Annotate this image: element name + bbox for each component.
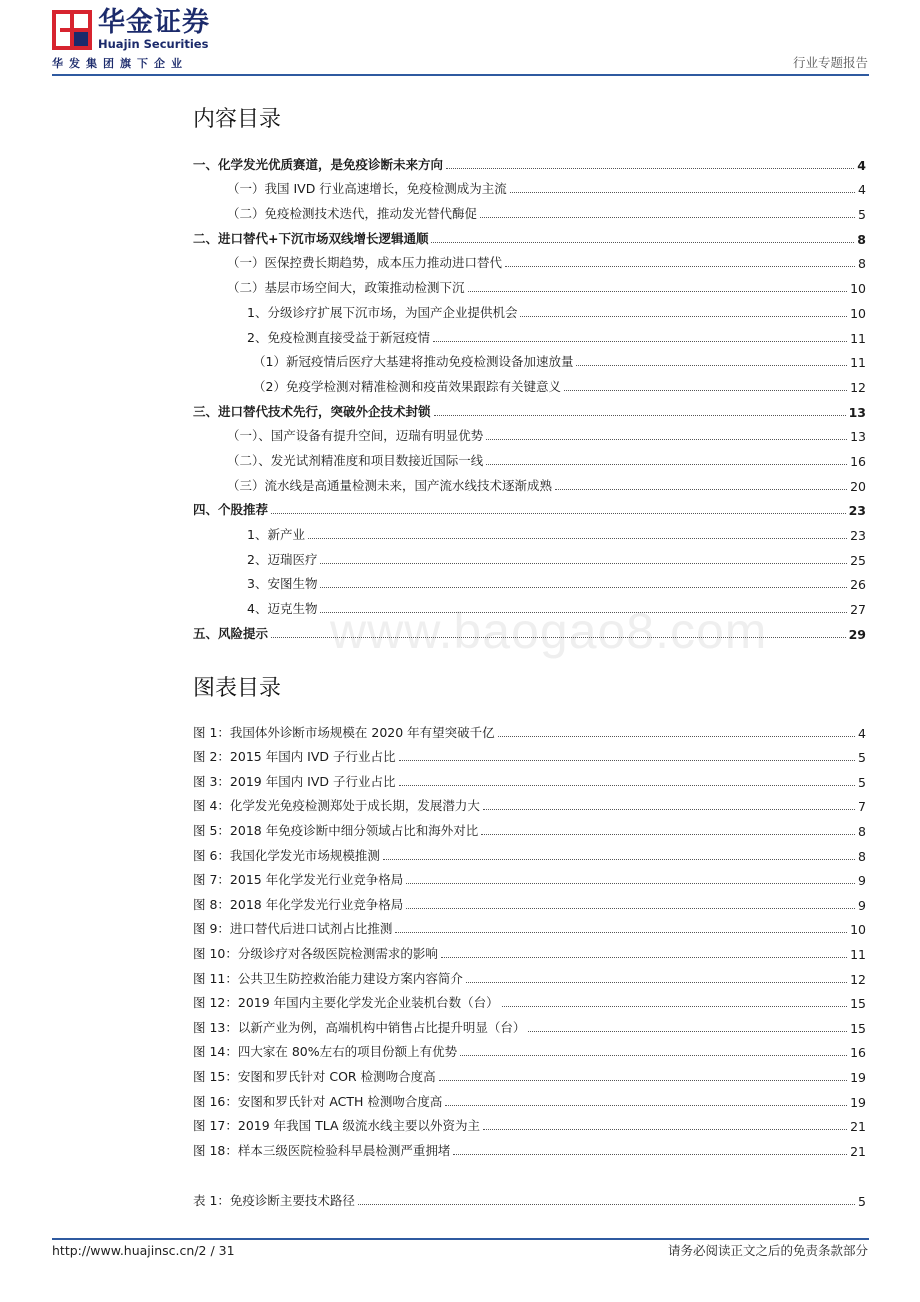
- dot-leader: [320, 611, 847, 613]
- list-entry[interactable]: [193, 1036, 866, 1061]
- toc-entry[interactable]: [193, 444, 866, 469]
- entry-page-number: 29: [848, 626, 866, 642]
- entry-text: （一）我国 IVD 行业高速增长，免疫检测成为主流: [227, 181, 507, 197]
- toc-entry[interactable]: [193, 494, 866, 519]
- entry-text: （1）新冠疫情后医疗大基建将推动免疫检测设备加速放量: [253, 354, 574, 370]
- entry-page-number: 4: [858, 182, 866, 198]
- dot-leader: [466, 981, 847, 983]
- toc-title: 内容目录: [193, 107, 282, 132]
- entry-text: 1、分级诊疗扩展下沉市场，为国产企业提供机会: [247, 304, 518, 320]
- page-header: [0, 0, 920, 80]
- huajin-logo-icon: [52, 10, 92, 50]
- entry-text: 图 7：2015 年化学发光行业竞争格局: [193, 872, 404, 888]
- entry-page-number: 4: [858, 725, 866, 741]
- entry-page-number: 8: [858, 256, 866, 272]
- dot-leader: [453, 1153, 847, 1155]
- dot-leader: [576, 364, 847, 366]
- entry-text: 图 10：分级诊疗对各级医院检测需求的影响: [193, 945, 438, 961]
- dot-leader: [406, 882, 855, 884]
- entry-text: （2）免疫学检测对精准检测和疫苗效果跟踪有关键意义: [253, 378, 561, 394]
- entry-page-number: 15: [850, 996, 866, 1012]
- list-entry[interactable]: [193, 741, 866, 766]
- toc-entry[interactable]: [193, 420, 866, 445]
- dot-leader: [486, 463, 847, 465]
- entry-text: 3、安图生物: [247, 576, 318, 592]
- company-name-en: Huajin Securities: [98, 37, 209, 51]
- toc-entry[interactable]: [193, 543, 866, 568]
- list-entry[interactable]: [193, 888, 866, 913]
- entry-text: 图 12：2019 年国内主要化学发光企业装机台数（台）: [193, 995, 499, 1011]
- toc-entry[interactable]: [193, 271, 866, 296]
- dot-leader: [320, 562, 847, 564]
- toc-entry[interactable]: [193, 222, 866, 247]
- dot-leader: [395, 931, 847, 933]
- company-name-cn: 华金证券: [98, 7, 210, 38]
- entry-page-number: 27: [850, 602, 866, 618]
- list-entry[interactable]: [193, 1011, 866, 1036]
- dot-leader: [406, 907, 855, 909]
- dot-leader: [502, 1005, 847, 1007]
- entry-page-number: 21: [850, 1119, 866, 1135]
- toc-entry[interactable]: [193, 370, 866, 395]
- entry-text: 2、免疫检测直接受益于新冠疫情: [247, 329, 430, 345]
- footer-disclaimer: 请务必阅读正文之后的免责条款部分: [667, 1243, 868, 1258]
- dot-leader: [483, 808, 855, 810]
- toc-entry[interactable]: [193, 518, 866, 543]
- toc-entry[interactable]: [193, 173, 866, 198]
- dot-leader: [468, 290, 848, 292]
- list-entry[interactable]: [193, 1134, 866, 1159]
- toc-entry[interactable]: [193, 197, 866, 222]
- toc-entry[interactable]: [193, 617, 866, 642]
- entry-text: 图 11：公共卫生防控救治能力建设方案内容简介: [193, 970, 463, 986]
- list-entry[interactable]: [193, 864, 866, 889]
- entry-page-number: 19: [850, 1069, 866, 1085]
- list-entry[interactable]: [193, 1110, 866, 1135]
- entry-page-number: 8: [858, 848, 866, 864]
- entry-text: 1、新产业: [247, 527, 305, 542]
- entry-page-number: 23: [850, 528, 866, 543]
- header-divider: [52, 74, 869, 76]
- entry-page-number: 9: [858, 897, 866, 913]
- entry-page-number: 16: [850, 453, 866, 469]
- toc-entry[interactable]: [193, 321, 866, 346]
- list-entry[interactable]: [193, 814, 866, 839]
- dot-leader: [383, 858, 855, 860]
- entry-text: 图 2：2015 年国内 IVD 子行业占比: [193, 749, 396, 765]
- dot-leader: [320, 586, 847, 588]
- entry-page-number: 5: [858, 750, 866, 766]
- entry-page-number: 9: [858, 873, 866, 889]
- figures-title: 图表目录: [193, 676, 282, 701]
- entry-page-number: 12: [850, 971, 866, 987]
- entry-page-number: 13: [848, 404, 866, 420]
- dot-leader: [483, 1128, 847, 1130]
- entry-text: 2、迈瑞医疗: [247, 551, 318, 567]
- entry-text: （一）医保控费长期趋势，成本压力推动进口替代: [227, 255, 503, 271]
- dot-leader: [431, 241, 854, 243]
- dot-leader: [358, 1203, 855, 1205]
- entry-text: 图 3：2019 年国内 IVD 子行业占比: [193, 773, 396, 789]
- group-tagline: 华发集团旗下企业: [52, 57, 188, 70]
- list-entry[interactable]: [193, 913, 866, 938]
- dot-leader: [498, 735, 855, 737]
- table-list: [193, 1184, 866, 1209]
- dot-leader: [555, 488, 847, 490]
- entry-page-number: 5: [858, 1193, 866, 1209]
- toc-entry[interactable]: [193, 148, 866, 173]
- entry-text: 图 13：以新产业为例，高端机构中销售占比提升明显（台）: [193, 1019, 526, 1035]
- entry-text: 图 9：进口替代后进口试剂占比推测: [193, 921, 393, 937]
- entry-page-number: 15: [850, 1020, 866, 1036]
- list-entry[interactable]: [193, 1085, 866, 1110]
- toc-entry[interactable]: [193, 395, 866, 420]
- entry-text: 三、进口替代技术先行，突破外企技术封锁: [193, 403, 431, 419]
- dot-leader: [399, 759, 855, 761]
- dot-leader: [399, 784, 855, 786]
- toc-entry[interactable]: [193, 346, 866, 371]
- footer-divider: [52, 1238, 869, 1240]
- entry-text: 五、风险提示: [193, 625, 269, 641]
- dot-leader: [460, 1054, 847, 1056]
- toc-list: [193, 148, 866, 642]
- entry-page-number: 13: [850, 429, 866, 445]
- toc-entry[interactable]: [193, 592, 866, 617]
- entry-page-number: 16: [850, 1045, 866, 1061]
- toc-entry[interactable]: [193, 568, 866, 593]
- list-entry[interactable]: [193, 937, 866, 962]
- entry-page-number: 10: [850, 305, 866, 321]
- entry-text: 图 6：我国化学发光市场规模推测: [193, 847, 380, 863]
- dot-leader: [486, 438, 847, 440]
- dot-leader: [510, 191, 855, 193]
- footer-url-page[interactable]: http://www.huajinsc.cn/2 / 31: [52, 1243, 235, 1258]
- entry-text: 图 16：安图和罗氏针对 ACTH 检测吻合度高: [193, 1093, 443, 1109]
- dot-leader: [308, 537, 847, 539]
- entry-text: 图 17：2019 年我国 TLA 级流水线主要以外资为主: [193, 1118, 481, 1134]
- entry-page-number: 20: [850, 478, 866, 494]
- entry-page-number: 10: [850, 281, 866, 297]
- dot-leader: [564, 389, 847, 391]
- dot-leader: [520, 315, 847, 317]
- entry-text: （二）、发光试剂精准度和项目数接近国际一线: [227, 452, 484, 468]
- dot-leader: [505, 265, 855, 267]
- figure-list: [193, 716, 866, 1159]
- list-entry[interactable]: [193, 839, 866, 864]
- entry-text: 一、化学发光优质赛道，是免疫诊断未来方向: [193, 156, 444, 172]
- dot-leader: [480, 216, 855, 218]
- dot-leader: [439, 1079, 848, 1081]
- entry-page-number: 8: [857, 231, 866, 247]
- entry-page-number: 5: [858, 774, 866, 790]
- entry-page-number: 21: [850, 1143, 866, 1159]
- entry-text: 图 4：化学发光免疫检测郑处于成长期，发展潜力大: [193, 798, 480, 814]
- entry-page-number: 12: [850, 379, 866, 395]
- toc-entry[interactable]: [193, 247, 866, 272]
- dot-leader: [481, 833, 855, 835]
- entry-page-number: 26: [850, 577, 866, 593]
- dot-leader: [528, 1030, 847, 1032]
- dot-leader: [434, 414, 846, 416]
- list-entry[interactable]: [193, 987, 866, 1012]
- entry-text: 表 1：免疫诊断主要技术路径: [193, 1192, 355, 1208]
- entry-page-number: 23: [848, 503, 866, 519]
- report-type: 行业专题报告: [792, 55, 868, 70]
- dot-leader: [433, 340, 847, 342]
- entry-text: 图 14：四大家在 80%左右的项目份额上有优势: [193, 1044, 458, 1060]
- list-entry[interactable]: [193, 962, 866, 987]
- entry-text: 4、迈克生物: [247, 601, 318, 617]
- entry-text: 四、个股推荐: [193, 502, 269, 518]
- entry-text: 图 1：我国体外诊断市场规模在 2020 年有望突破千亿: [193, 724, 495, 740]
- dot-leader: [441, 956, 847, 958]
- dot-leader: [445, 1104, 847, 1106]
- entry-text: （一）、国产设备有提升空间，迈瑞有明显优势: [227, 428, 484, 444]
- list-entry[interactable]: [193, 765, 866, 790]
- entry-text: （二）基层市场空间大，政策推动检测下沉: [227, 280, 465, 296]
- list-entry[interactable]: [193, 716, 866, 741]
- list-entry[interactable]: [193, 790, 866, 815]
- dot-leader: [446, 167, 854, 169]
- entry-page-number: 25: [850, 552, 866, 568]
- list-entry[interactable]: [193, 1184, 866, 1209]
- watermark: www.baogao8.com: [330, 603, 768, 659]
- entry-text: 图 18：样本三级医院检验科早晨检测严重拥堵: [193, 1142, 451, 1158]
- entry-text: （三）流水线是高通量检测未来，国产流水线技术逐渐成熟: [227, 477, 553, 493]
- list-entry[interactable]: [193, 1060, 866, 1085]
- entry-page-number: 4: [857, 157, 866, 173]
- dot-leader: [271, 636, 846, 638]
- entry-page-number: 5: [858, 207, 866, 223]
- toc-entry[interactable]: [193, 296, 866, 321]
- entry-text: 二、进口替代+下沉市场双线增长逻辑通顺: [193, 230, 429, 246]
- entry-page-number: 19: [850, 1094, 866, 1110]
- entry-page-number: 7: [858, 799, 866, 815]
- entry-page-number: 11: [850, 330, 866, 346]
- entry-page-number: 10: [850, 922, 866, 938]
- entry-text: 图 15：安图和罗氏针对 COR 检测吻合度高: [193, 1068, 436, 1084]
- entry-page-number: 11: [850, 946, 866, 962]
- entry-page-number: 11: [850, 355, 866, 371]
- dot-leader: [271, 512, 846, 514]
- entry-text: 图 5：2018 年免疫诊断中细分领域占比和海外对比: [193, 822, 479, 838]
- entry-text: （二）免疫检测技术迭代，推动发光替代酶促: [227, 206, 478, 222]
- entry-text: 图 8：2018 年化学发光行业竞争格局: [193, 896, 404, 912]
- entry-page-number: 8: [858, 823, 866, 839]
- toc-entry[interactable]: [193, 469, 866, 494]
